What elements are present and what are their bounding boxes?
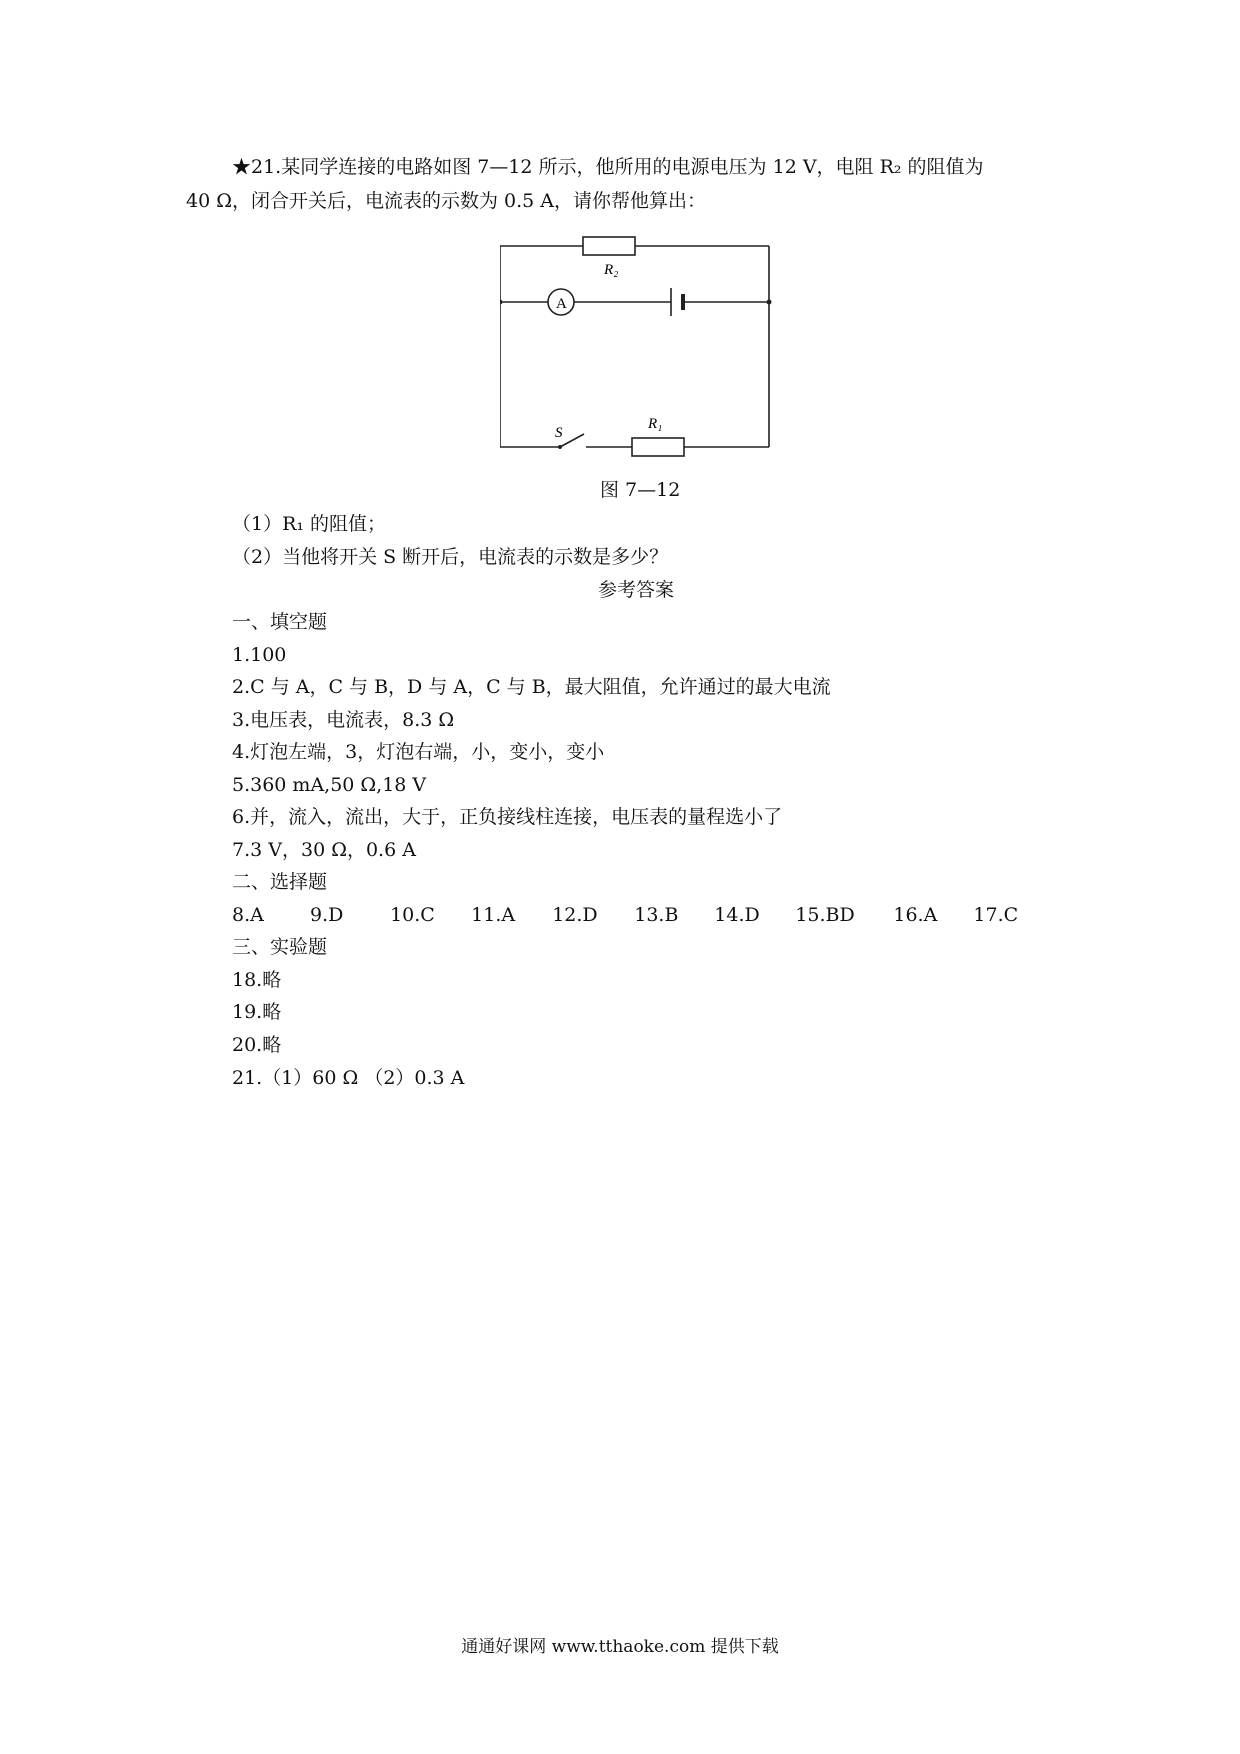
answer-4: 4.灯泡左端，3，灯泡右端，小，变小，变小 — [232, 741, 605, 763]
choice-item: 11.A — [471, 904, 516, 926]
resistor-r1 — [632, 438, 684, 456]
choice-item: 12.D — [552, 904, 598, 926]
answers-title: 参考答案 — [598, 579, 675, 601]
switch-label: S — [555, 425, 563, 441]
answer-3: 3.电压表，电流表，8.3 Ω — [232, 709, 455, 731]
r2-label: R₂ — [604, 262, 619, 278]
question-line-1: ★21.某同学连接的电路如图 7—12 所示，他所用的电源电压为 12 V，电阻 R₂ 的阻值为 — [232, 156, 984, 178]
choice-item: 8.A — [232, 904, 264, 926]
choice-item: 16.A — [893, 904, 938, 926]
r1-label: R₁ — [648, 416, 663, 432]
choice-item: 14.D — [714, 904, 760, 926]
resistor-r2 — [583, 237, 635, 255]
junction-right — [767, 300, 772, 305]
answer-19: 19.略 — [232, 1001, 282, 1023]
page-footer: 通通好课网 www.tthaoke.com 提供下载 — [461, 1637, 779, 1657]
answer-1: 1.100 — [232, 644, 287, 666]
choice-item: 13.B — [634, 904, 679, 926]
choice-item: 9.D — [310, 904, 344, 926]
circuit-diagram — [500, 232, 780, 457]
switch-blade — [560, 434, 584, 447]
answer-5: 5.360 mA,50 Ω,18 V — [232, 774, 427, 796]
sub-question-2: （2）当他将开关 S 断开后，电流表的示数是多少？ — [232, 546, 669, 568]
choice-item: 10.C — [390, 904, 435, 926]
choice-item: 15.BD — [795, 904, 855, 926]
ammeter-label: A — [556, 296, 567, 312]
section-experiment: 三、实验题 — [232, 936, 328, 958]
junction-left — [500, 300, 503, 305]
choice-item: 17.C — [973, 904, 1019, 926]
answer-6: 6.并，流入，流出，大于，正负接线柱连接，电压表的量程选小了 — [232, 806, 783, 828]
section-choice: 二、选择题 — [232, 871, 328, 893]
answer-7: 7.3 V，30 Ω，0.6 A — [232, 839, 416, 861]
answer-20: 20.略 — [232, 1034, 282, 1056]
answer-21: 21.（1）60 Ω （2）0.3 A — [232, 1067, 465, 1089]
circuit-wires — [500, 246, 769, 447]
question-line-2: 40 Ω，闭合开关后，电流表的示数为 0.5 A，请你帮他算出： — [186, 190, 706, 212]
sub-question-1: （1）R₁ 的阻值； — [232, 513, 387, 535]
figure-caption: 图 7—12 — [600, 479, 681, 501]
choice-answers — [232, 903, 1018, 927]
answer-18: 18.略 — [232, 969, 282, 991]
answer-2: 2.C 与 A，C 与 B，D 与 A，C 与 B，最大阻值，允许通过的最大电流 — [232, 676, 831, 698]
section-fill-blank: 一、填空题 — [232, 611, 328, 633]
